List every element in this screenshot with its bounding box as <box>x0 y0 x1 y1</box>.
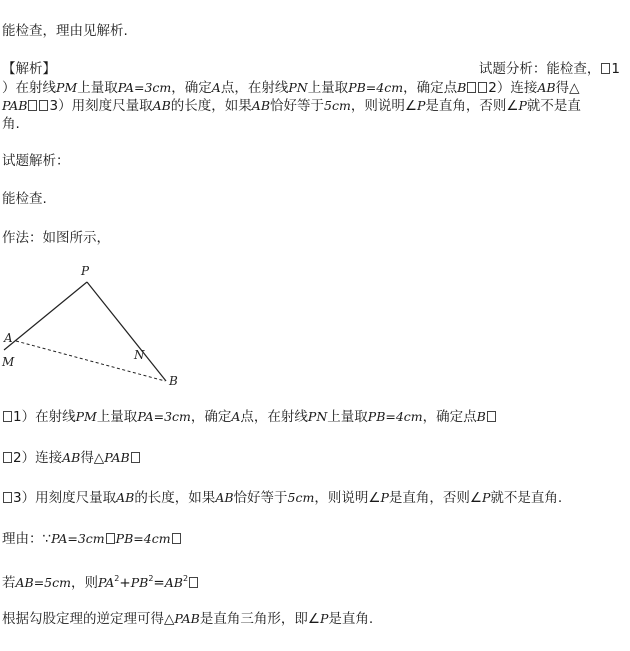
analysis-summary <box>479 60 620 78</box>
ray-pn <box>87 282 166 381</box>
summary-label: 试题分析：能检查， <box>478 61 601 77</box>
geometry-figure <box>0 258 200 390</box>
missing-glyph-box <box>487 411 496 422</box>
step-1: 1）在射线PM上量取PA=3cm，确定A点，在射线PN上量取PB=4cm，确定点B <box>2 408 497 426</box>
label-p: P <box>81 264 90 278</box>
reason-line: 理由：∵PA=3cm PB=4cm <box>2 530 182 548</box>
missing-glyph-box <box>106 533 115 544</box>
analysis-line-4: 角. <box>2 116 20 132</box>
missing-glyph-box <box>478 82 487 93</box>
label-b: B <box>169 374 178 388</box>
missing-glyph-box <box>28 100 37 111</box>
ray-pm <box>4 282 87 350</box>
solution-label: 试题解析： <box>2 153 70 169</box>
missing-glyph-box <box>3 452 12 463</box>
conclusion-line: 根据勾股定理的逆定理可得△PAB是直角三角形，即∠P是直角. <box>2 611 374 627</box>
answer-intro: 能检查，理由见解析. <box>2 23 128 39</box>
if-line: 若AB=5cm，则$PA^2+PB^2=AB^2$ <box>2 570 199 592</box>
missing-glyph-box <box>3 411 12 422</box>
missing-glyph-box <box>601 63 610 74</box>
step-3: 3）用刻度尺量取AB的长度，如果AB恰好等于5cm，则说明∠P是直角，否则∠P就不是直角. <box>2 489 562 507</box>
label-a: A <box>4 331 13 345</box>
missing-glyph-box <box>189 577 198 588</box>
step-2: 2）连接AB得△PAB <box>2 449 141 467</box>
summary-step-number: 1 <box>611 61 620 77</box>
method-label: 作法：如图所示， <box>2 230 110 246</box>
label-m: M <box>2 355 15 369</box>
missing-glyph-box <box>131 452 140 463</box>
missing-glyph-box <box>467 82 476 93</box>
analysis-line-3: PAB 3）用刻度尺量取AB的长度，如果AB恰好等于5cm，则说明∠P是直角，否则∠P就不是直 <box>2 98 581 114</box>
missing-glyph-box <box>39 100 48 111</box>
missing-glyph-box <box>172 533 181 544</box>
label-n: N <box>134 348 145 362</box>
missing-glyph-box <box>3 492 12 503</box>
analysis-heading: 【解析】 <box>2 61 56 77</box>
analysis-line-2: ）在射线PM上量取PA=3cm，确定A点，在射线PN上量取PB=4cm，确定点B 2）连接AB得△ <box>2 80 580 96</box>
can-check-text: 能检查. <box>2 191 47 207</box>
